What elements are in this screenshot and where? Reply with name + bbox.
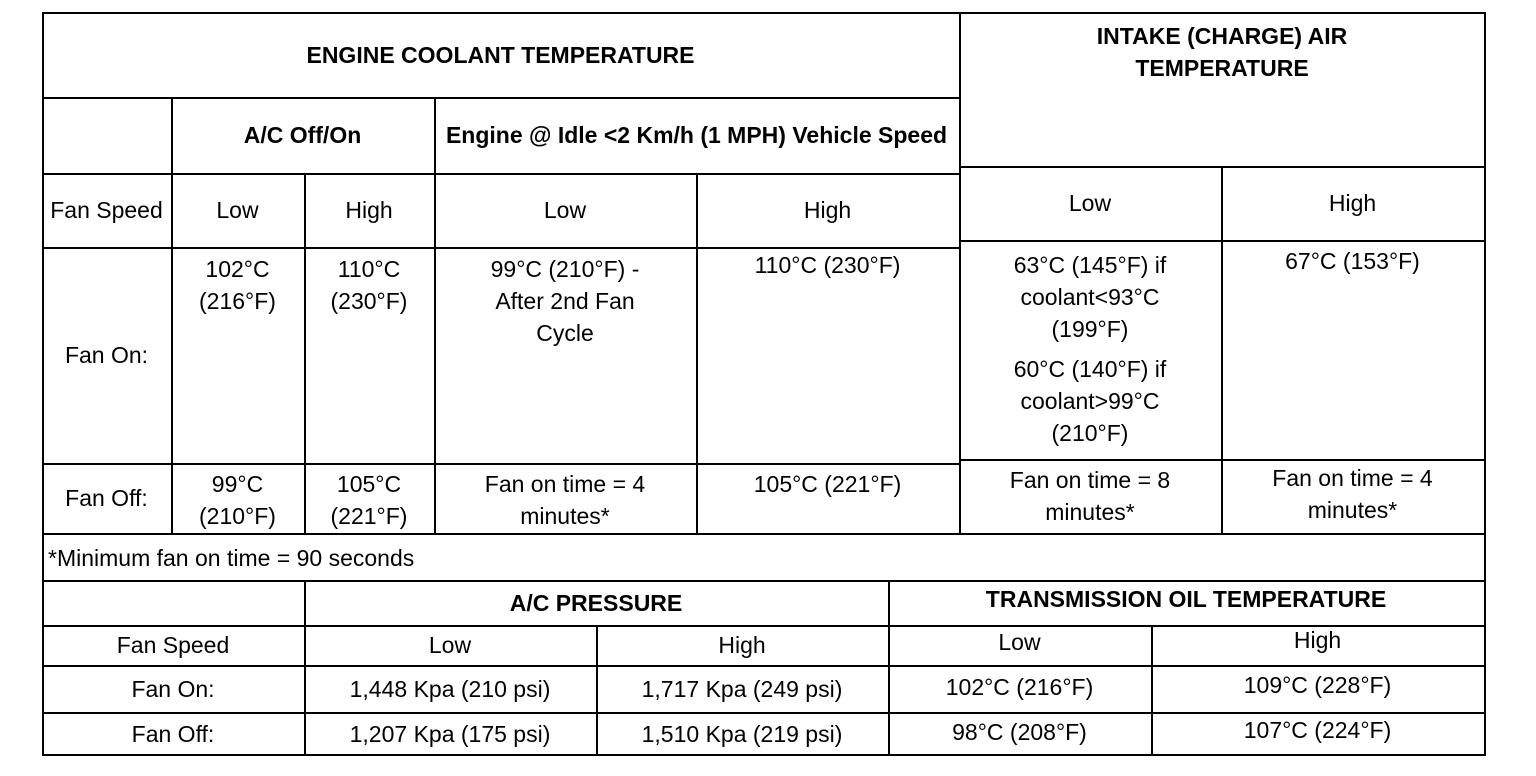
fan-speed-label: Fan Speed	[50, 197, 163, 223]
ac-low-header: Low	[428, 632, 472, 658]
trans-on-high: 109°C (228°F)	[1243, 671, 1392, 698]
trans-low-header: Low	[998, 629, 1041, 655]
intake-high-header: High	[1328, 190, 1377, 216]
fan-on-intake-high: 67°C (153°F)	[1285, 248, 1420, 274]
lower-fan-on-label: Fan On:	[131, 675, 215, 702]
fan-on-intake-low	[959, 249, 1221, 459]
lower-fan-off-label: Fan Off:	[131, 721, 215, 747]
fan-on-idle-high: 110°C (230°F)	[754, 252, 901, 278]
intake-low-conditions	[985, 249, 1195, 449]
intake-low-condition-2: 60°C (140°F) if coolant>99°C (210°F)	[1013, 356, 1167, 446]
idle-low-header: Low	[543, 197, 587, 223]
idle-high-header: High	[803, 197, 852, 223]
fan-on-label: Fan On:	[64, 342, 149, 368]
ac-on-high: 1,717 Kpa (249 psi)	[641, 675, 843, 702]
lower-fan-speed-label: Fan Speed	[116, 632, 230, 658]
ac-pressure-title: A/C PRESSURE	[509, 589, 683, 616]
fan-off-ac-low: 99°C (210°F)	[199, 471, 276, 529]
coolant-title: ENGINE COOLANT TEMPERATURE	[306, 41, 695, 68]
intake-title: INTAKE (CHARGE) AIR TEMPERATURE	[1096, 23, 1348, 81]
fan-on-ac-high: 110°C (230°F)	[330, 256, 408, 314]
ac-off-high: 1,510 Kpa (219 psi)	[641, 721, 843, 747]
fan-off-ac-high: 105°C (221°F)	[330, 471, 408, 529]
ac-high-header: High	[718, 632, 766, 658]
trans-on-low: 102°C (216°F)	[945, 673, 1094, 700]
fan-off-label: Fan Off:	[65, 485, 148, 511]
ac-group-header: A/C Off/On	[243, 122, 362, 148]
ac-on-low: 1,448 Kpa (210 psi)	[349, 675, 551, 702]
footnote: *Minimum fan on time = 90 seconds	[48, 544, 415, 571]
intake-low-condition-1: 63°C (145°F) if coolant<93°C (199°F)	[1013, 252, 1167, 342]
idle-group-header: Engine @ Idle <2 Km/h (1 MPH) Vehicle Speed	[445, 122, 948, 148]
fan-off-intake-low: Fan on time = 8 minutes*	[1009, 467, 1171, 525]
fan-off-idle-low: Fan on time = 4 minutes*	[484, 471, 646, 529]
fan-on-ac-low: 102°C (216°F)	[199, 256, 276, 314]
fan-on-idle-low: 99°C (210°F) - After 2nd Fan Cycle	[490, 256, 640, 346]
fan-off-intake-high: Fan on time = 4 minutes*	[1272, 465, 1433, 523]
ac-off-low: 1,207 Kpa (175 psi)	[349, 721, 551, 747]
transmission-title: TRANSMISSION OIL TEMPERATURE	[985, 585, 1387, 612]
ac-high-header: High	[345, 197, 393, 223]
grid-line	[42, 463, 960, 465]
trans-high-header: High	[1293, 627, 1342, 653]
ac-low-header: Low	[216, 197, 259, 223]
trans-off-high: 107°C (224°F)	[1243, 717, 1392, 743]
fan-off-idle-high: 105°C (221°F)	[753, 471, 902, 497]
intake-low-header: Low	[1068, 190, 1112, 216]
trans-off-low: 98°C (208°F)	[952, 719, 1087, 745]
